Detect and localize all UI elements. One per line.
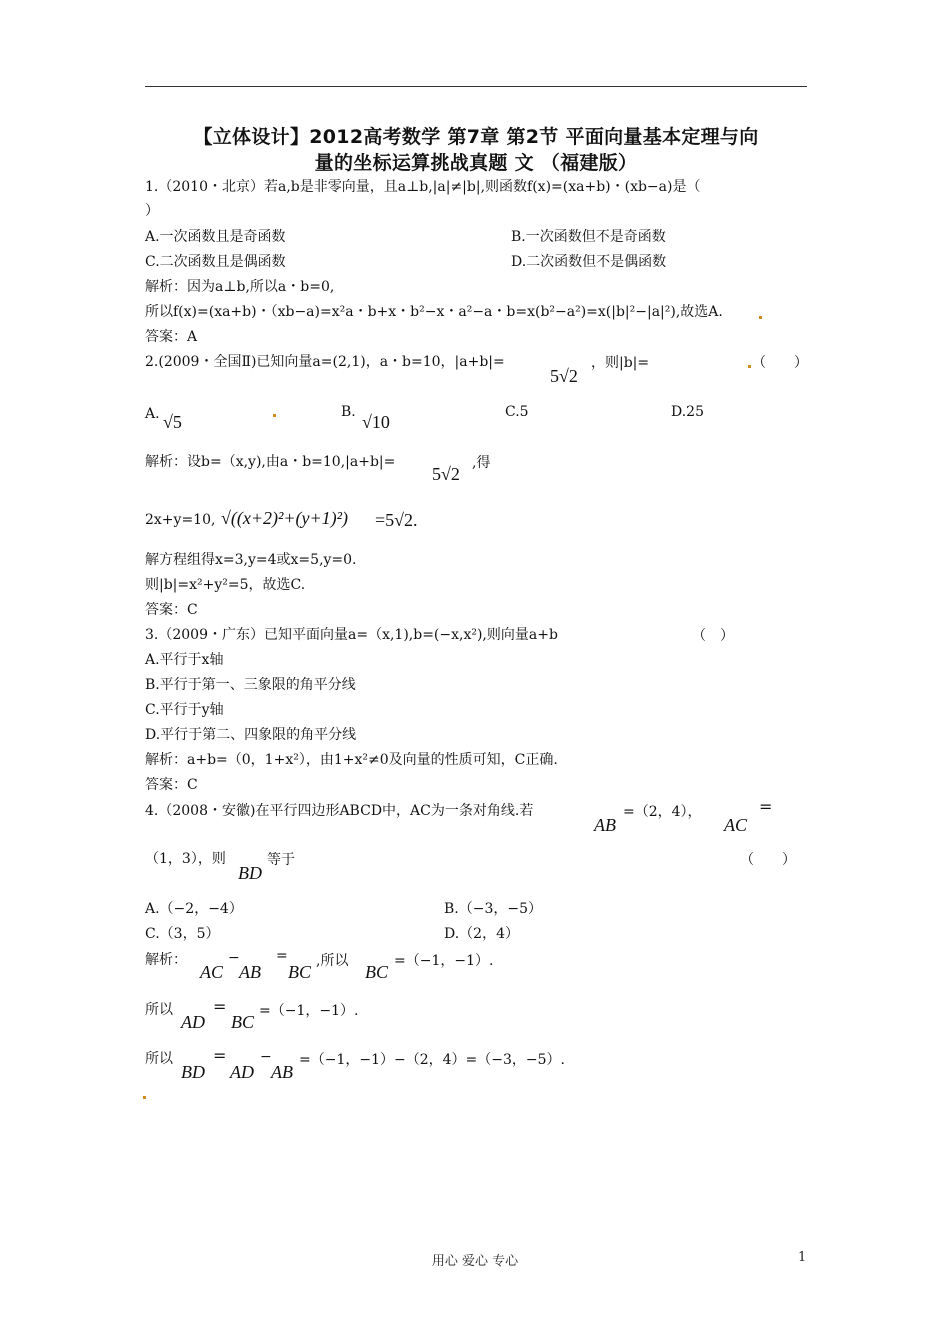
q2-analysis-1: 解析：设b=（x,y),由a・b=10,|a+b|= (145, 454, 396, 470)
q2-option-b-value: √10 (362, 412, 390, 432)
page-footer: 用心 爱心 专心 (431, 1254, 519, 1269)
q4-stem-equals: = (759, 797, 773, 816)
q2-analysis-2: 2x+y=10, (145, 512, 216, 528)
q4-analysis-label: 解析： (145, 952, 187, 968)
q3-option-a: A.平行于x轴 (145, 652, 224, 668)
q1-stem-close: ） (145, 203, 159, 219)
q1-stem: 1.（2010・北京）若a,b是非零向量，且a⊥b,|a|≠|b|,则函数f(x)=(xa+b)・(xb−a)是（ (145, 179, 701, 195)
q4-analysis-2-value: =（−1，−1）. (259, 1003, 359, 1019)
q4-line2-tail: 等于 (267, 852, 295, 868)
q3-option-d: D.平行于第二、四象限的角平分线 (145, 727, 357, 743)
q4-vector-bd: BD (238, 863, 262, 883)
q4-analysis-3-bd: BD (181, 1062, 205, 1082)
q1-option-c: C.二次函数且是偶函数 (145, 254, 286, 270)
q4-analysis-1-equals: = (276, 948, 288, 964)
q2-stem: 2.(2009・全国Ⅱ)已知向量a=(2,1)，a・b=10，|a+b|= (145, 354, 505, 370)
q4-analysis-1-minus: − (228, 950, 240, 966)
q4-analysis-2-label: 所以 (145, 1002, 173, 1018)
q2-option-d: D.25 (671, 404, 704, 420)
q4-analysis-1-so: ,所以 (316, 953, 349, 969)
q4-analysis-1-bc2: BC (365, 962, 389, 982)
q3-option-c: C.平行于y轴 (145, 702, 224, 718)
q2-stem-tail: ，则|b|= (591, 355, 650, 371)
q4-paren: （ ） (740, 852, 796, 868)
scan-mark (748, 365, 751, 368)
q4-analysis-2-equals: = (213, 997, 227, 1016)
scan-mark (273, 414, 276, 417)
scan-mark (759, 316, 762, 319)
q3-paren: （ ） (692, 628, 734, 644)
q2-option-b-label: B. (341, 404, 356, 420)
q2-analysis-2-formula: √((x+2)²+(y+1)²) (221, 508, 349, 528)
q2-paren: （ ） (752, 355, 808, 371)
q2-option-a-value: √5 (163, 412, 182, 432)
q4-analysis-1-bc: BC (288, 962, 312, 982)
q4-vector-ab: AB (594, 815, 616, 835)
page-title-line1: 【立体设计】2012高考数学 第7章 第2节 平面向量基本定理与向 (193, 126, 759, 148)
q4-analysis-2-bc: BC (231, 1012, 255, 1032)
q4-line2: （1，3），则 (145, 851, 226, 867)
q2-stem-value: 5√2 (550, 366, 578, 386)
q4-stem: 4.（2008・安徽)在平行四边形ABCD中，AC为一条对角线.若 (145, 803, 534, 819)
q4-stem-mid: =（2，4）， (623, 804, 702, 820)
q4-analysis-1-ab: AB (239, 962, 261, 982)
q4-option-a: A.（−2，−4） (145, 901, 243, 917)
q2-answer: 答案：C (145, 602, 198, 618)
q1-option-a: A.一次函数且是奇函数 (145, 229, 286, 245)
scan-mark (143, 1096, 146, 1099)
q1-answer: 答案：A (145, 329, 198, 345)
q2-option-a-label: A. (145, 406, 160, 422)
q1-analysis-1: 解析：因为a⊥b,所以a・b=0, (145, 279, 335, 295)
page-number: 1 (798, 1250, 807, 1265)
q1-option-b: B.一次函数但不是奇函数 (511, 229, 666, 245)
q4-analysis-1-ac: AC (200, 962, 224, 982)
q4-option-d: D.（2，4） (444, 926, 519, 942)
q1-analysis-2: 所以f(x)=(xa+b)・（xb−a)=x²a・b+x・b²−x・a²−a・b=x(b²−a²)=x(|b|²−|a|²),故选A. (145, 304, 723, 320)
q4-analysis-3-ab: AB (271, 1062, 293, 1082)
q2-option-c: C.5 (505, 404, 529, 420)
q4-vector-ac: AC (724, 815, 748, 835)
q3-answer: 答案：C (145, 777, 198, 793)
q2-analysis-1-tail: ,得 (472, 455, 491, 471)
header-rule (145, 86, 807, 87)
q3-stem: 3.（2009・广东）已知平面向量a=（x,1),b=(−x,x²),则向量a+b (145, 627, 558, 643)
q4-analysis-1-value: =（−1，−1）. (394, 953, 494, 969)
q3-option-b: B.平行于第一、三象限的角平分线 (145, 677, 356, 693)
q4-analysis-2-ad: AD (181, 1012, 205, 1032)
q4-analysis-3-label: 所以 (145, 1051, 173, 1067)
q4-analysis-3-ad: AD (230, 1062, 254, 1082)
q2-analysis-4: 则|b|=x²+y²=5，故选C. (145, 577, 306, 593)
q2-analysis-2-tail: =5√2. (375, 510, 418, 530)
page-title-line2: 量的坐标运算挑战真题 文 （福建版） (314, 152, 638, 174)
q4-option-b: B.（−3，−5） (444, 901, 543, 917)
q4-analysis-3-minus: − (260, 1049, 272, 1065)
q1-option-d: D.二次函数但不是偶函数 (511, 254, 667, 270)
q4-analysis-3-value: =（−1，−1）−（2，4）=（−3，−5）. (299, 1052, 566, 1068)
q2-analysis-1-value: 5√2 (432, 464, 460, 484)
q4-option-c: C.（3，5） (145, 926, 220, 942)
q4-analysis-3-equals: = (213, 1046, 227, 1065)
q3-analysis: 解析：a+b=（0，1+x²），由1+x²≠0及向量的性质可知，C正确. (145, 752, 558, 768)
q2-analysis-3: 解方程组得x=3,y=4或x=5,y=0. (145, 552, 357, 568)
